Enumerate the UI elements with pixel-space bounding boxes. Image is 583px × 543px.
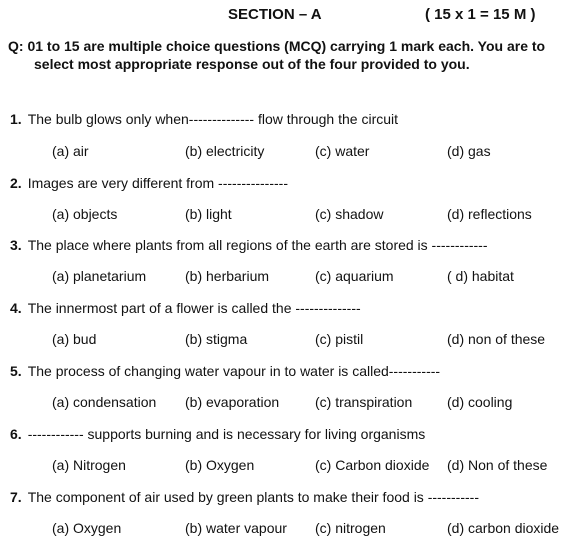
- option-b: (b) herbarium: [185, 268, 270, 284]
- question-text: ------------ supports burning and is necessary for living organisms: [27, 426, 426, 442]
- question-text: The bulb glows only when-------------- flow through the circuit: [27, 111, 399, 127]
- question-2: [10, 175, 288, 191]
- option-b: (b) stigma: [185, 331, 248, 347]
- option-d: ( d) habitat: [447, 268, 514, 284]
- option-d: (d) Non of these: [447, 457, 548, 473]
- option-b: (b) electricity: [185, 143, 265, 159]
- option-a: (a) planetarium: [52, 268, 147, 284]
- option-c: (c) water: [315, 143, 370, 159]
- option-c: (c) shadow: [315, 206, 384, 222]
- option-c: (c) aquarium: [315, 268, 394, 284]
- option-c: (c) transpiration: [315, 394, 413, 410]
- option-d: (d) gas: [447, 143, 491, 159]
- question-7: [10, 489, 479, 505]
- option-a: (a) condensation: [52, 394, 157, 410]
- option-b: (b) evaporation: [185, 394, 280, 410]
- option-a: (a) Nitrogen: [52, 457, 126, 473]
- question-text: Images are very different from ---------------: [27, 175, 288, 191]
- question-number: 4.: [10, 300, 22, 316]
- option-c: (c) nitrogen: [315, 520, 386, 536]
- option-b: (b) water vapour: [185, 520, 287, 536]
- section-title: SECTION – A: [228, 6, 322, 23]
- option-a: (a) Oxygen: [52, 520, 122, 536]
- question-3: [10, 237, 488, 253]
- question-6: [10, 426, 425, 442]
- question-number: 7.: [10, 489, 22, 505]
- question-4: [10, 300, 361, 316]
- section-marks: ( 15 x 1 = 15 M ): [425, 6, 536, 23]
- question-number: 6.: [10, 426, 22, 442]
- question-number: 1.: [10, 111, 22, 127]
- option-a: (a) objects: [52, 206, 118, 222]
- option-c: (c) pistil: [315, 331, 364, 347]
- question-5: [10, 363, 440, 379]
- question-number: 2.: [10, 175, 22, 191]
- option-d: (d) non of these: [447, 331, 546, 347]
- option-b: (b) light: [185, 206, 232, 222]
- option-d: (d) cooling: [447, 394, 513, 410]
- question-text: The process of changing water vapour in to water is called-----------: [27, 363, 441, 379]
- question-text: The place where plants from all regions of the earth are stored is ------------: [27, 237, 488, 253]
- question-number: 3.: [10, 237, 22, 253]
- instructions-line-2: select most appropriate response out of the four provided to you.: [34, 56, 470, 72]
- option-a: (a) bud: [52, 331, 97, 347]
- question-1: [10, 111, 398, 127]
- instructions-line-1: Q: 01 to 15 are multiple choice questions (MCQ) carrying 1 mark each. You are to: [8, 38, 546, 54]
- option-c: (c) Carbon dioxide: [315, 457, 430, 473]
- option-b: (b) Oxygen: [185, 457, 255, 473]
- question-text: The innermost part of a flower is called the --------------: [27, 300, 361, 316]
- option-d: (d) reflections: [447, 206, 532, 222]
- question-number: 5.: [10, 363, 22, 379]
- option-a: (a) air: [52, 143, 89, 159]
- option-d: (d) carbon dioxide: [447, 520, 560, 536]
- question-text: The component of air used by green plants to make their food is -----------: [27, 489, 479, 505]
